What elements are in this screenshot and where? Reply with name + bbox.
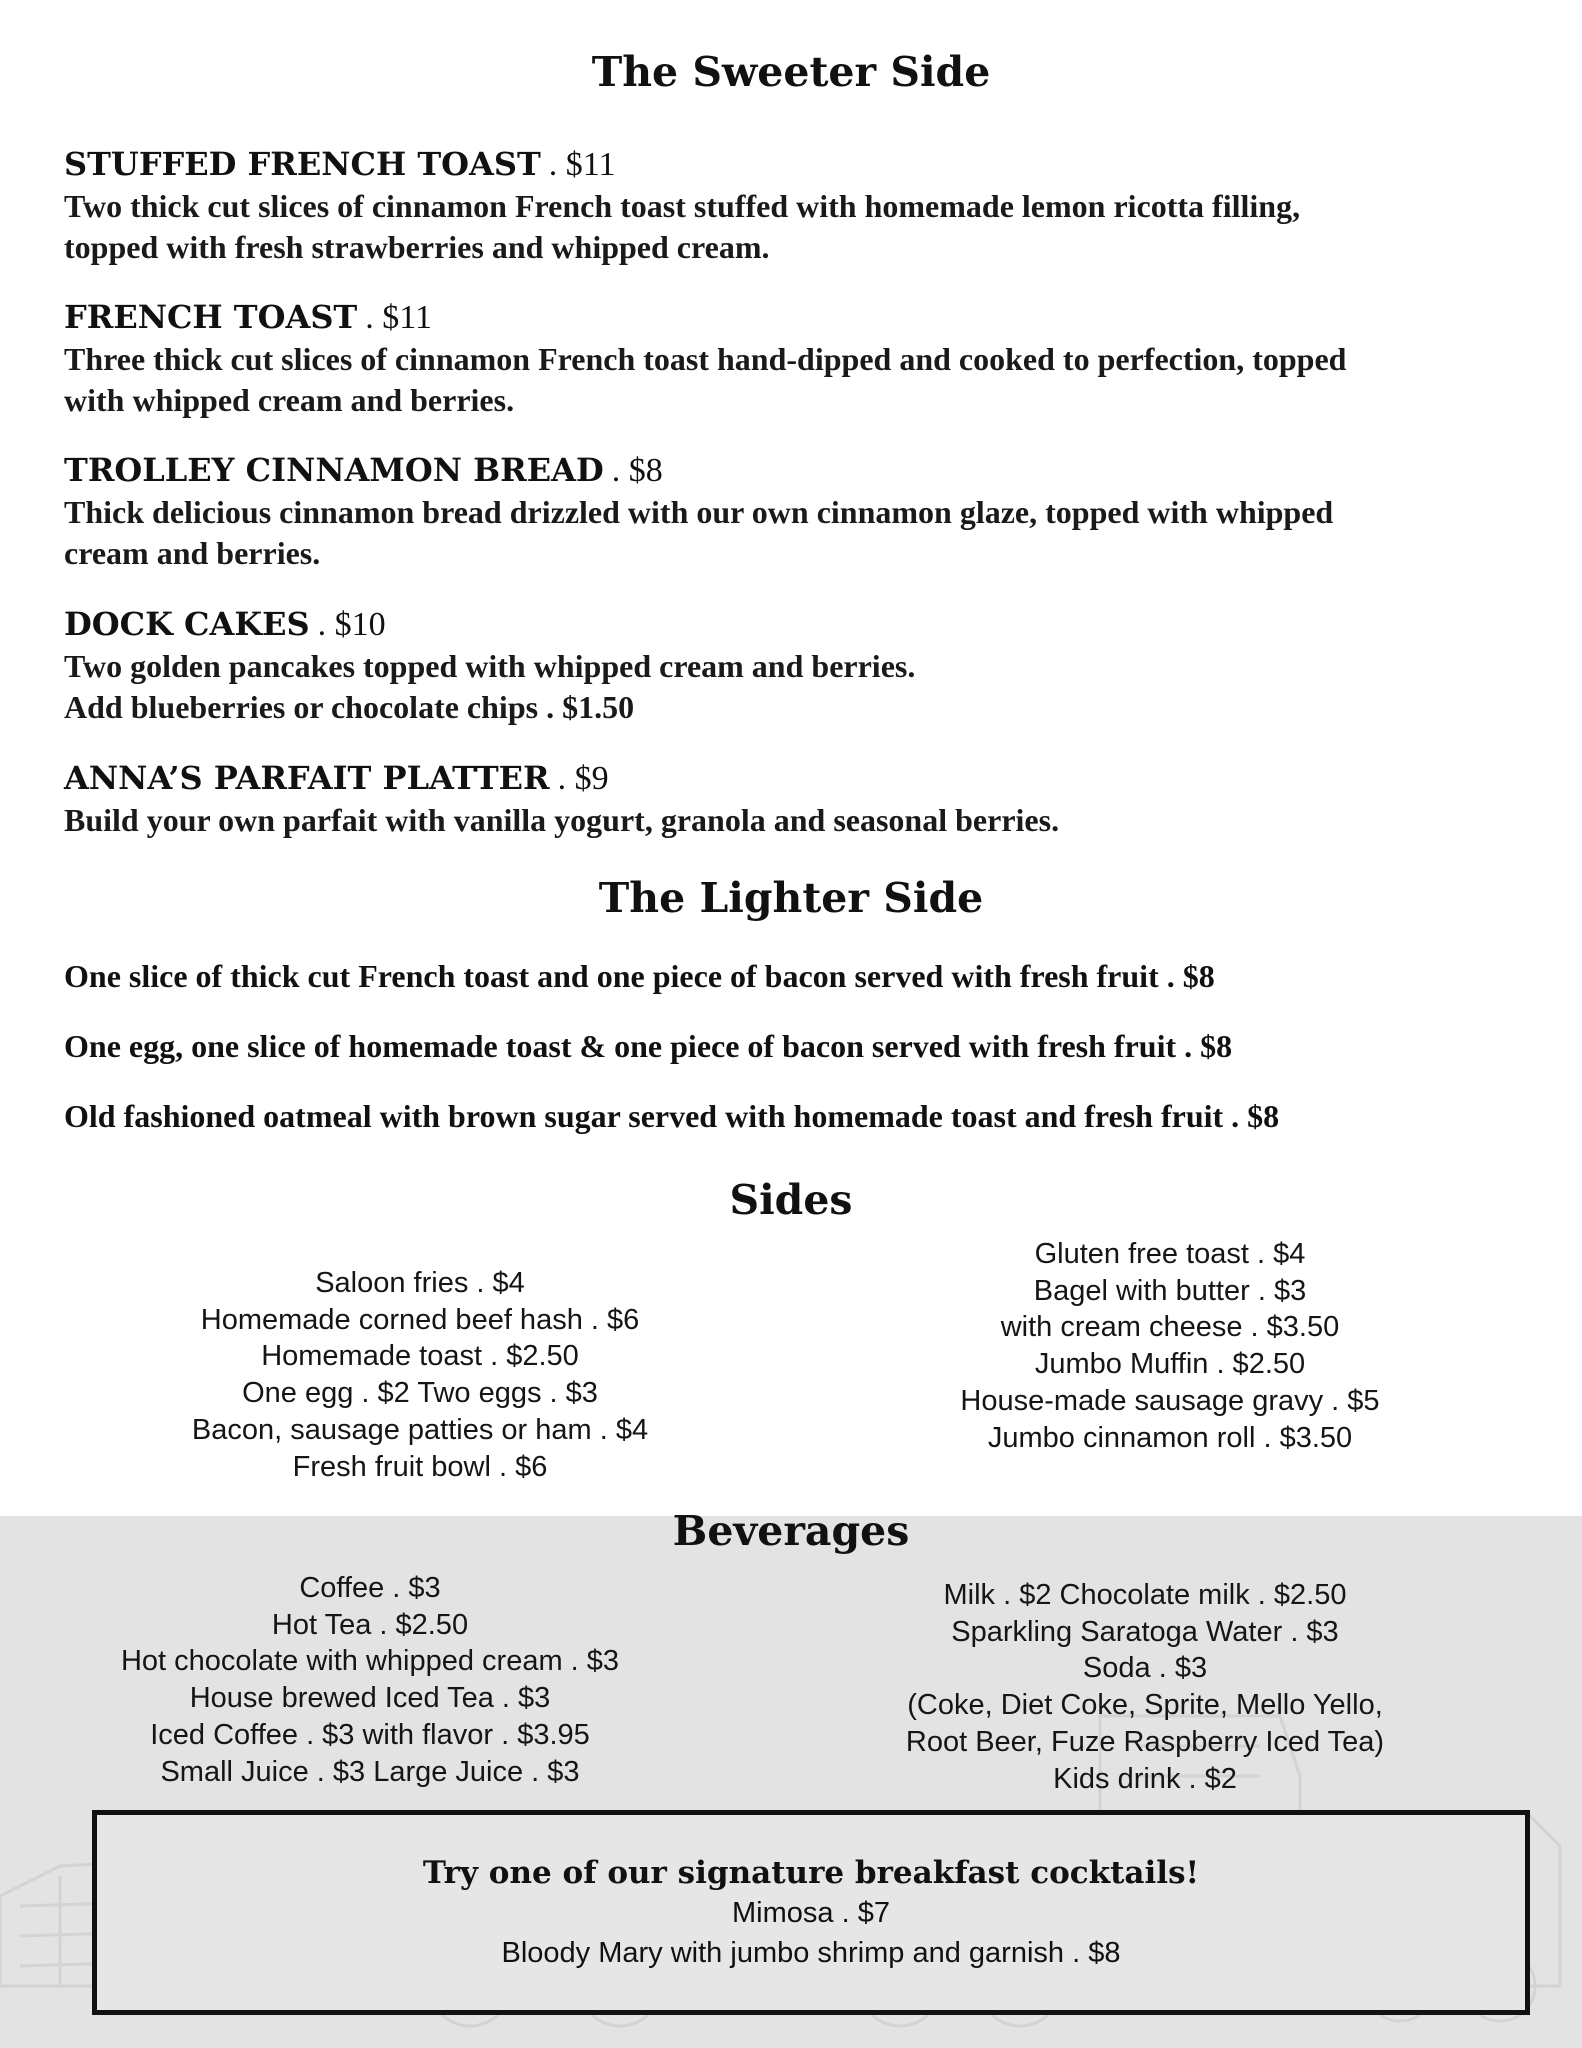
item-name: FRENCH TOAST bbox=[64, 298, 358, 336]
side-item: One egg . $2 Two eggs . $3 bbox=[242, 1377, 598, 1410]
side-item: Homemade toast . $2.50 bbox=[261, 1340, 579, 1373]
lighter-side-title: The Lighter Side bbox=[598, 874, 984, 922]
item-description: Add blueberries or chocolate chips . $1.50 bbox=[64, 689, 635, 725]
beverage-item: Soda . $3 bbox=[1082, 1652, 1208, 1685]
beverages-title: Beverages bbox=[672, 1507, 910, 1555]
beverage-item: Milk . $2 Chocolate milk . $2.50 bbox=[943, 1579, 1347, 1611]
item-price: . $10 bbox=[317, 606, 386, 643]
item-name: TROLLEY CINNAMON BREAD bbox=[64, 451, 604, 489]
beverage-item: Small Juice . $3 Large Juice . $3 bbox=[160, 1755, 580, 1788]
item-name: DOCK CAKES bbox=[64, 605, 310, 643]
side-item: House-made sausage gravy . $5 bbox=[960, 1384, 1380, 1417]
cocktail-title: Try one of our signature breakfast cocktails! bbox=[422, 1855, 1200, 1891]
sides-title: Sides bbox=[729, 1176, 853, 1224]
lighter-item: One slice of thick cut French toast and one piece of bacon served with fresh fruit . $8 bbox=[64, 958, 1215, 994]
cocktail-callout-box bbox=[92, 1810, 1530, 2015]
beverage-item: Iced Coffee . $3 with flavor . $3.95 bbox=[150, 1718, 590, 1751]
item-name: STUFFED FRENCH TOAST bbox=[64, 145, 541, 183]
side-item: Fresh fruit bowl . $6 bbox=[292, 1450, 548, 1483]
beverage-item: Sparkling Saratoga Water . $3 bbox=[951, 1615, 1339, 1648]
lighter-item: Old fashioned oatmeal with brown sugar served with homemade toast and fresh fruit . $8 bbox=[64, 1098, 1280, 1134]
menu-item-dock-cakes bbox=[64, 603, 1544, 728]
item-price: . $8 bbox=[611, 452, 663, 489]
sides-right-column bbox=[860, 1236, 1480, 1456]
side-item: with cream cheese . $3.50 bbox=[1000, 1311, 1340, 1344]
beverage-item: Coffee . $3 bbox=[299, 1572, 441, 1604]
item-description: Two thick cut slices of cinnamon French toast stuffed with homemade lemon ricotta filling, bbox=[64, 188, 1301, 224]
beverage-item: Hot chocolate with whipped cream . $3 bbox=[120, 1645, 620, 1678]
item-description: Three thick cut slices of cinnamon French toast hand-dipped and cooked to perfection, topped bbox=[64, 341, 1347, 377]
menu-item-annas-parfait-platter bbox=[64, 757, 1544, 841]
beverage-item: Root Beer, Fuze Raspberry Iced Tea) bbox=[905, 1725, 1385, 1758]
side-item: Homemade corned beef hash . $6 bbox=[200, 1303, 640, 1336]
item-price: . $11 bbox=[548, 146, 616, 183]
item-description: Two golden pancakes topped with whipped cream and berries. bbox=[64, 648, 916, 684]
sweeter-side-title: The Sweeter Side bbox=[591, 48, 991, 96]
menu-item-trolley-cinnamon-bread bbox=[64, 449, 1544, 574]
menu-item-french-toast bbox=[64, 296, 1544, 421]
item-price: . $11 bbox=[365, 299, 432, 336]
item-description: Thick delicious cinnamon bread drizzled with our own cinnamon glaze, topped with whipped bbox=[64, 494, 1334, 530]
side-item: Saloon fries . $4 bbox=[315, 1267, 525, 1299]
item-description: topped with fresh strawberries and whipped cream. bbox=[64, 229, 770, 265]
side-item: Bagel with butter . $3 bbox=[1033, 1274, 1307, 1307]
side-item: Jumbo Muffin . $2.50 bbox=[1034, 1348, 1306, 1381]
beverage-item: (Coke, Diet Coke, Sprite, Mello Yello, bbox=[907, 1689, 1383, 1722]
item-description: cream and berries. bbox=[64, 535, 321, 571]
item-price: . $9 bbox=[557, 760, 609, 797]
sides-left-column bbox=[140, 1265, 700, 1485]
cocktail-item: Bloody Mary with jumbo shrimp and garnish . $8 bbox=[501, 1937, 1121, 1969]
side-item: Bacon, sausage patties or ham . $4 bbox=[191, 1413, 649, 1446]
beverage-item: House brewed Iced Tea . $3 bbox=[189, 1682, 551, 1715]
side-item: Gluten free toast . $4 bbox=[1034, 1238, 1306, 1270]
beverages-left-column bbox=[100, 1570, 640, 1790]
item-description: with whipped cream and berries. bbox=[64, 382, 515, 418]
item-name: ANNA’S PARFAIT PLATTER bbox=[64, 759, 550, 797]
menu-item-stuffed-french-toast bbox=[64, 143, 1544, 268]
side-item: Jumbo cinnamon roll . $3.50 bbox=[987, 1421, 1353, 1454]
beverages-right-column bbox=[845, 1577, 1445, 1797]
item-description: Build your own parfait with vanilla yogurt, granola and seasonal berries. bbox=[64, 802, 1060, 838]
beverage-item: Kids drink . $2 bbox=[1053, 1762, 1237, 1795]
lighter-item: One egg, one slice of homemade toast & one piece of bacon served with fresh fruit . $8 bbox=[64, 1028, 1233, 1064]
beverage-item: Hot Tea . $2.50 bbox=[271, 1608, 469, 1641]
cocktail-item: Mimosa . $7 bbox=[732, 1897, 890, 1929]
